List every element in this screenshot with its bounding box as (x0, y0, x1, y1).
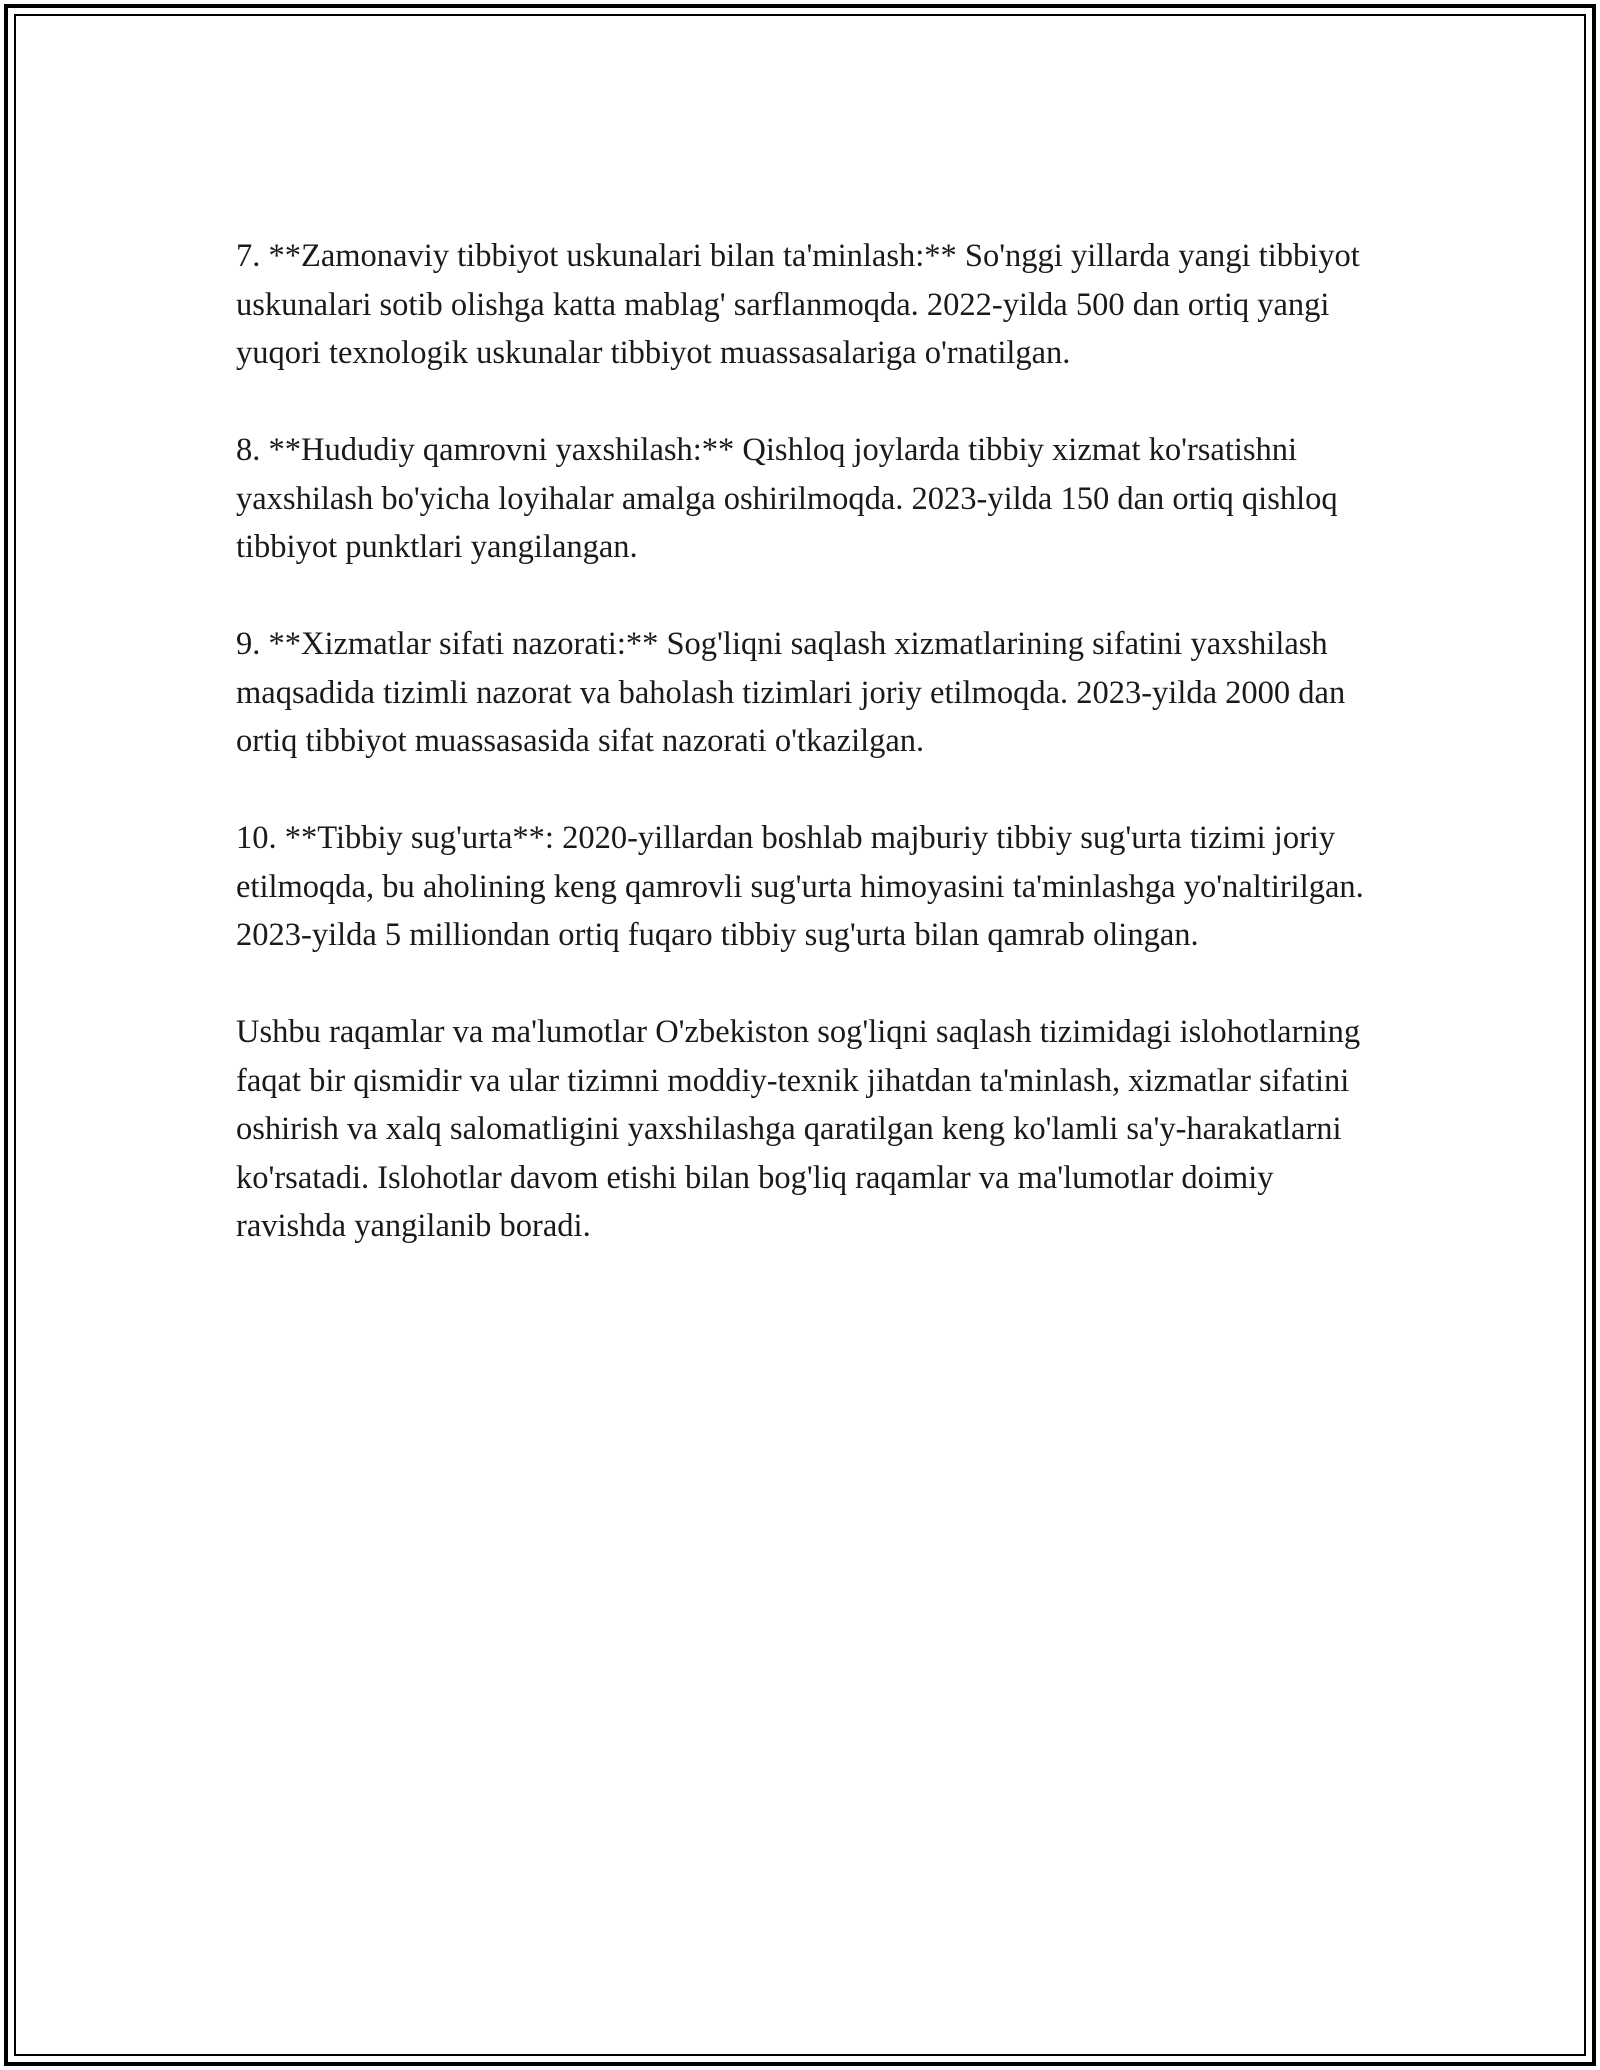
paragraph-item-10: 10. **Tibbiy sug'urta**: 2020-yillardan boshlab majburiy tibbiy sug'urta tizimi joriy etilmoqda, bu aholining keng qamrovli sug'urta himoyasini ta'minlashga yo'naltirilgan. 2023-yilda 5 milliondan ortiq fuqaro tibbiy sug'urta bilan qamrab olingan. (236, 820, 1364, 953)
paragraph-conclusion: Ushbu raqamlar va ma'lumotlar O'zbekiston sog'liqni saqlash tizimidagi islohotlarning faqat bir qismidir va ular tizimni moddiy-texnik jihatdan ta'minlash, xizmatlar sifatini oshirish va xalq salomatligini yaxshilashga qaratilgan keng ko'lamli sa'y-harakatlarni ko'rsatadi. Islohotlar davom etishi bilan bog'liq raqamlar va ma'lumotlar doimiy ravishda yangilanib boradi. (236, 1014, 1361, 1244)
paragraph-item-7: 7. **Zamonaviy tibbiyot uskunalari bilan ta'minlash:** So'nggi yillarda yangi tibbiyot uskunalari sotib olishga katta mablag' sarflanmoqda. 2022-yilda 500 dan ortiq yangi yuqori texnologik uskunalar tibbiyot muassasalariga o'rnatilgan. (236, 238, 1360, 371)
paragraph-item-9: 9. **Xizmatlar sifati nazorati:** Sog'liqni saqlash xizmatlarining sifatini yaxshilash maqsadida tizimli nazorat va baholash tizimlari joriy etilmoqda. 2023-yilda 2000 dan ortiq tibbiyot muassasasida sifat nazorati o'tkazilgan. (236, 626, 1346, 759)
document-body (236, 232, 1366, 1251)
paragraph-item-8: 8. **Hududiy qamrovni yaxshilash:** Qishloq joylarda tibbiy xizmat ko'rsatishni yaxshilash bo'yicha loyihalar amalga oshirilmoqda. 2023-yilda 150 dan ortiq qishloq tibbiyot punktlari yangilangan. (236, 432, 1338, 565)
